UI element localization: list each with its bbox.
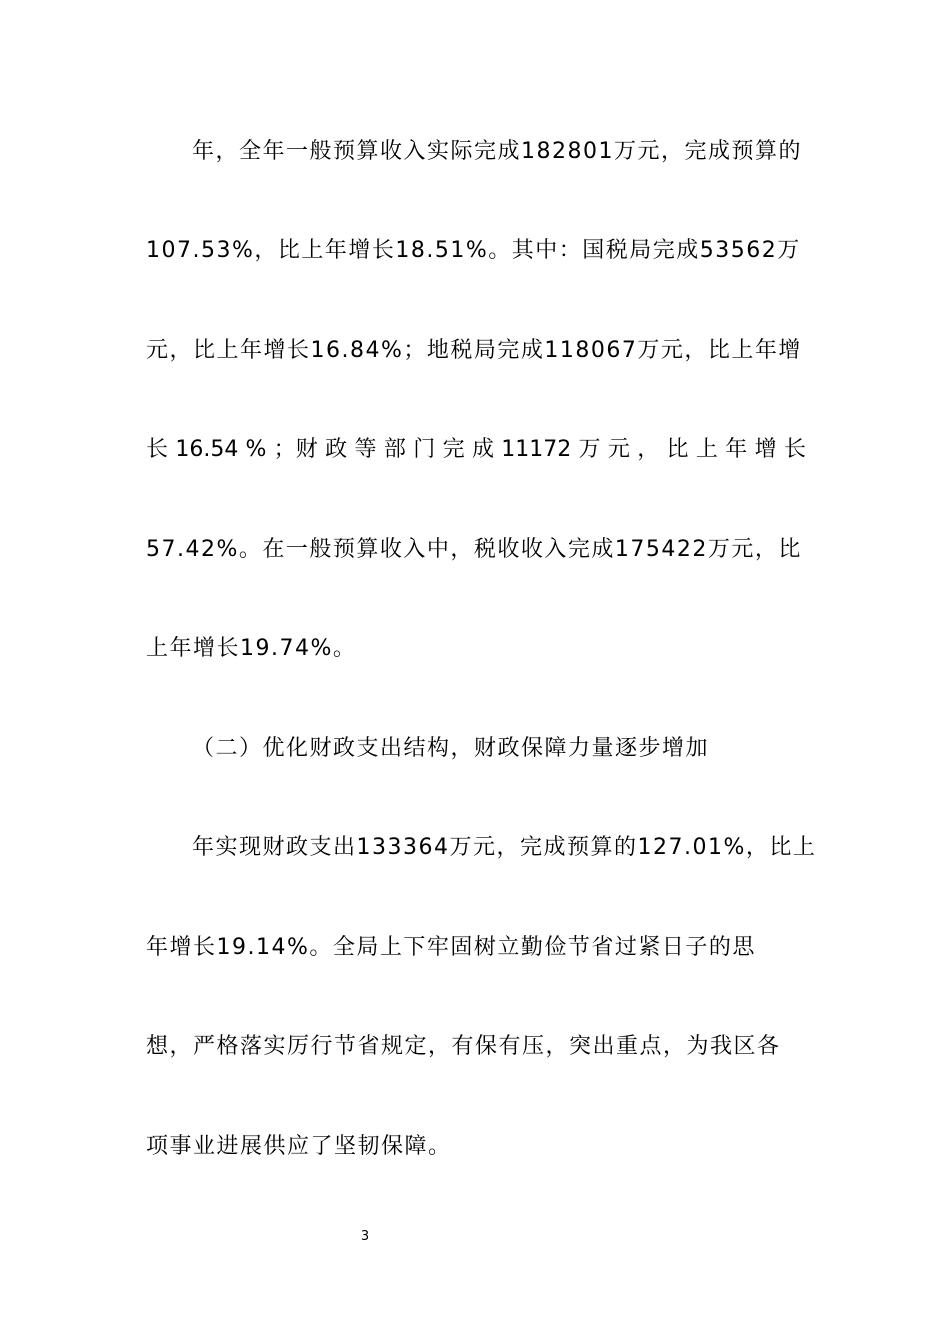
section-heading: （二）优化财政支出结构，财政保障力量逐步增加: [192, 736, 710, 761]
page-number: 3: [360, 1229, 370, 1244]
paragraph-1-line-2: 107.53%，比上年增长18.51%。其中：国税局完成53562万: [146, 238, 801, 263]
paragraph-1-line-3: 元，比上年增长16.84%；地税局完成118067万元，比上年增: [146, 338, 802, 363]
paragraph-2-line-4: 项事业进展供应了坚韧保障。: [146, 1134, 452, 1159]
paragraph-2-line-3: 想，严格落实厉行节省规定，有保有压，突出重点，为我区各: [146, 1034, 781, 1059]
paragraph-1-line-6: 上年增长19.74%。: [146, 636, 357, 661]
paragraph-2-line-1: 年实现财政支出133364万元，完成预算的127.01%，比上: [192, 835, 817, 860]
paragraph-2-line-2: 年增长19.14%。全局上下牢固树立勤俭节省过紧日子的思: [146, 935, 756, 960]
paragraph-1-line-4: 长 16.54 % ；财 政 等 部 门 完 成 11172 万 元 ， 比 上 年 增 长: [146, 437, 806, 462]
paragraph-1-line-5: 57.42%。在一般预算收入中，税收收入完成175422万元，比: [146, 537, 802, 562]
paragraph-1-line-1: 年，全年一般预算收入实际完成182801万元，完成预算的: [192, 139, 802, 164]
